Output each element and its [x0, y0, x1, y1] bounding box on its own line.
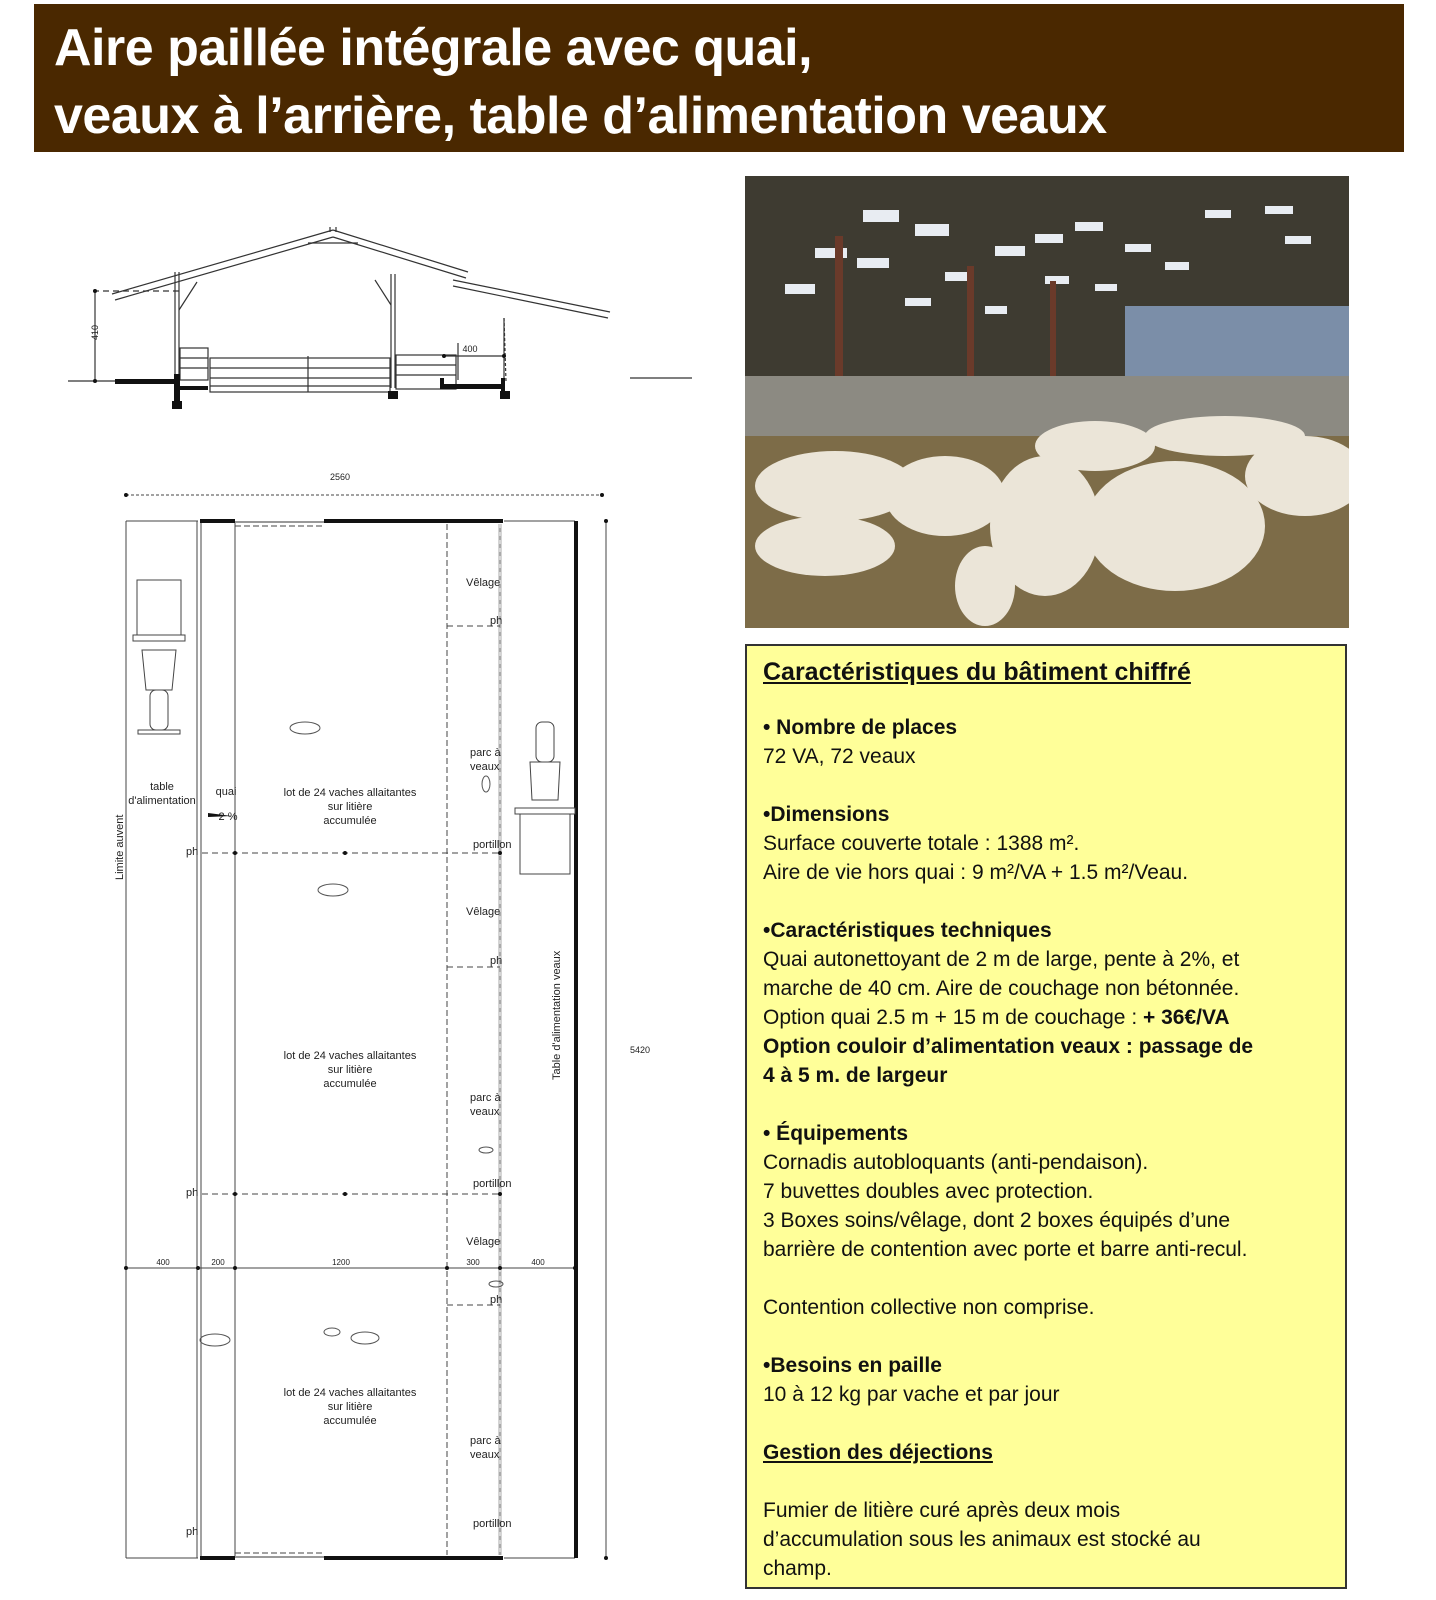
- contention-text: Contention collective non comprise.: [763, 1296, 1095, 1319]
- lot2-line2: sur litière: [327, 1064, 373, 1076]
- title-banner: [34, 4, 1404, 152]
- equipment-line-1: Cornadis autobloquants (anti-pendaison).: [763, 1151, 1149, 1174]
- places-text: 72 VA, 72 veaux: [763, 745, 916, 768]
- title-line-2: veaux à l’arrière, table d’alimentation veaux: [54, 87, 1107, 145]
- quai-label: quai: [215, 786, 237, 798]
- parc-label-3b: veaux: [470, 1449, 500, 1461]
- lot2-line3: accumulée: [323, 1078, 377, 1090]
- tractor-trailer-icon-left: [133, 580, 185, 734]
- tech-line-1: Quai autonettoyant de 2 m de large, pente à 2%, et: [763, 948, 1240, 971]
- lot1-line1: lot de 24 vaches allaitantes: [283, 787, 417, 799]
- characteristics-panel: [745, 644, 1347, 1589]
- equipment-line-2: 7 buvettes doubles avec protection.: [763, 1180, 1094, 1203]
- lot1-line2: sur litière: [327, 801, 373, 813]
- dim-400-left: 400: [156, 1258, 170, 1267]
- places-heading: • Nombre de places: [763, 716, 958, 739]
- dim-1200: 1200: [332, 1258, 350, 1267]
- cattle-photo-illustration: [745, 176, 1349, 628]
- portillon-label-2: portillon: [473, 1178, 512, 1190]
- ph-label: ph: [186, 1187, 199, 1199]
- equipment-line-4: barrière de contention avec porte et barre anti-recul.: [763, 1238, 1248, 1261]
- manure-line-1: Fumier de litière curé après deux mois: [763, 1499, 1121, 1522]
- lot2-line1: lot de 24 vaches allaitantes: [283, 1050, 417, 1062]
- dim-300: 300: [466, 1258, 480, 1267]
- length-dimension-label: 5420: [630, 1045, 651, 1055]
- parc-label-1b: veaux: [470, 761, 500, 773]
- parc-label-2b: veaux: [470, 1106, 500, 1118]
- tech-line-4: Option couloir d’alimentation veaux : passage de: [763, 1035, 1254, 1058]
- equipment-line-3: 3 Boxes soins/vêlage, dont 2 boxes équipés d’une: [763, 1209, 1230, 1232]
- tech-heading: •Caractéristiques techniques: [763, 919, 1052, 942]
- slope-label: 2 %: [218, 811, 238, 823]
- dim-200: 200: [211, 1258, 225, 1267]
- straw-heading: •Besoins en paille: [763, 1354, 942, 1377]
- dimensions-line-1: Surface couverte totale : 1388 m².: [763, 832, 1080, 855]
- straw-text: 10 à 12 kg par vache et par jour: [763, 1383, 1060, 1406]
- limite-auvent-label: Limite auvent: [114, 814, 126, 880]
- height-dimension-label: 410: [90, 324, 100, 340]
- velage-label-3: Vêlage: [466, 1236, 501, 1248]
- velage-label-2: Vêlage: [466, 906, 501, 918]
- ph-label: ph: [490, 615, 503, 627]
- manure-line-3: champ.: [763, 1557, 832, 1580]
- lot1-line3: accumulée: [323, 815, 377, 827]
- equipment-heading: • Équipements: [763, 1122, 909, 1145]
- barn-photo: [745, 176, 1349, 628]
- tech-option-price: + 36€/VA: [1143, 1006, 1230, 1029]
- dim-400-right: 400: [531, 1258, 545, 1267]
- feed-table-right-label: Table d'alimentation veaux: [551, 950, 563, 1080]
- floor-plan-drawing: [100, 470, 660, 1590]
- feed-table-left-label-1: table: [150, 781, 174, 793]
- ph-label: ph: [490, 955, 503, 967]
- ph-label: ph: [186, 846, 199, 858]
- lot3-line2: sur litière: [327, 1401, 373, 1413]
- title-line-1: Aire paillée intégrale avec quai,: [54, 19, 813, 77]
- manure-heading: Gestion des déjections: [763, 1441, 993, 1464]
- tech-line-3-text: Option quai 2.5 m + 15 m de couchage :: [763, 1006, 1143, 1029]
- manure-line-2: d’accumulation sous les animaux est stocké au: [763, 1528, 1201, 1551]
- parc-label-2a: parc à: [470, 1092, 501, 1104]
- tech-line-5: 4 à 5 m. de largeur: [763, 1064, 948, 1087]
- dimensions-line-2: Aire de vie hors quai : 9 m²/VA + 1.5 m²/Veau.: [763, 861, 1189, 884]
- dimensions-heading: •Dimensions: [763, 803, 890, 826]
- parc-label-1a: parc à: [470, 747, 501, 759]
- parc-label-3a: parc à: [470, 1435, 501, 1447]
- lot3-line3: accumulée: [323, 1415, 377, 1427]
- lot3-line1: lot de 24 vaches allaitantes: [283, 1387, 417, 1399]
- portillon-label-3: portillon: [473, 1518, 512, 1530]
- velage-label-1: Vêlage: [466, 577, 501, 589]
- portillon-label-1: portillon: [473, 839, 512, 851]
- width-dimension-label: 2560: [329, 472, 351, 482]
- feed-table-left-label-2: d'alimentation: [128, 795, 196, 807]
- tractor-trailer-icon-right: [515, 722, 575, 874]
- width-dimension-label: 400: [462, 344, 478, 354]
- panel-title: Caractéristiques du bâtiment chiffré: [763, 658, 1191, 686]
- ph-label: ph: [186, 1526, 199, 1538]
- tech-line-3: [763, 1003, 1329, 1032]
- tech-line-2: marche de 40 cm. Aire de couchage non bétonnée.: [763, 977, 1240, 1000]
- cross-section-drawing: [60, 210, 710, 420]
- ph-label: ph: [490, 1294, 503, 1306]
